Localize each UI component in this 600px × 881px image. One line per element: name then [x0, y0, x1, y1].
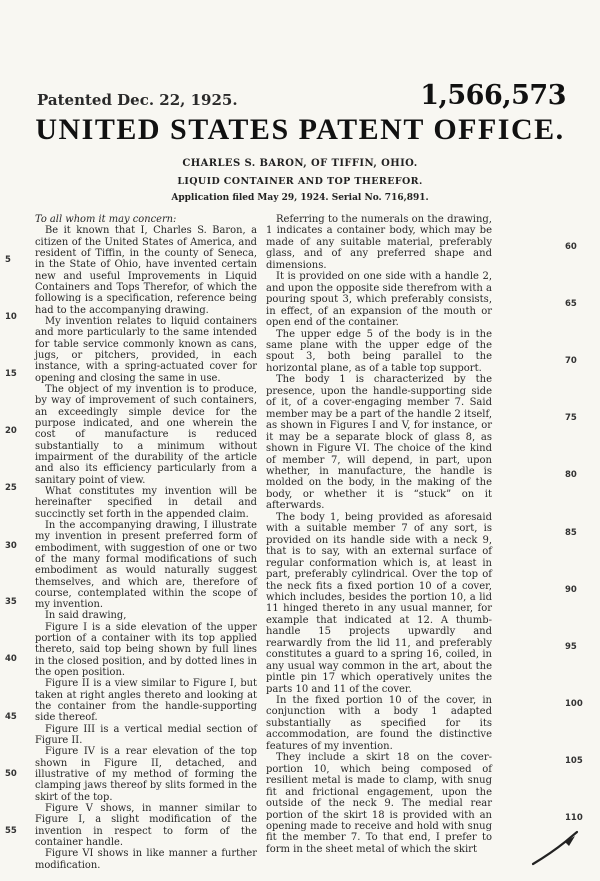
- application-line: Application filed May 29, 1924. Serial No. 716,891.: [171, 193, 429, 203]
- line-number: 35: [5, 597, 17, 607]
- line-number: 80: [565, 470, 577, 480]
- paragraph: Referring to the numerals on the drawing, 1 indicates a container body, which may be made of any suitable material, preferably glass, and of any preferred shape and dimensions.: [266, 214, 492, 271]
- line-number: 10: [5, 312, 17, 322]
- paragraph: The body 1, being provided as aforesaid with a suitable member 7 of any sort, is provided on its handle side with a neck 9, that is to say, with an external surface of regular conformation which is, at least in part, preferably cylindrical. Over the top of the neck fits a fixed portion 10 of a cover, which includes, besides the portion 10, a lid 11 hinged thereto in any usual manner, for example that indicated at 12. A thumb-handle 15 projects upwardly and rearwardly from the lid 11, and preferably constitutes a guard to a spring 16, coiled, in any usual way common in the art, about the pintle pin 17 which operatively unites the parts 10 and 11 of the cover.: [266, 511, 492, 695]
- line-number: 55: [5, 826, 17, 836]
- line-number: 100: [565, 699, 583, 709]
- line-number: 60: [565, 242, 577, 252]
- line-number: 5: [5, 255, 11, 265]
- line-number: 105: [565, 756, 583, 766]
- paragraph: Figure VI shows in like manner a further modification.: [35, 848, 257, 871]
- paragraph: In the accompanying drawing, I illustrate my invention in present preferred form of embodiment, with suggestion of one or two of the many formal modifications of such embodiment as would naturally suggest themselves, and which are, therefore of course, contemplated within the scope of my invention.: [35, 519, 257, 611]
- line-number: 75: [565, 413, 577, 423]
- paragraph: It is provided on one side with a handle 2, and upon the opposite side therefrom with a pouring spout 3, which preferably consists, in effect, of an expansion of the mouth or open end of the container.: [266, 271, 492, 329]
- line-number: 30: [5, 541, 17, 551]
- paragraph: Figure III is a vertical medial section of Figure II.: [35, 723, 257, 747]
- left-column: [35, 214, 257, 871]
- paragraph: Figure II is a view similar to Figure I, but taken at right angles thereto and looking at the container from the handle-supporting side thereof.: [35, 678, 257, 724]
- paragraph: My invention relates to liquid containers and more particularly to the same intended for table service commonly known as cans, jugs, or pitchers, provided, in each instance, with a spring-actuated cover for opening and closing the same in use.: [35, 315, 257, 384]
- line-number: 85: [565, 528, 577, 538]
- line-number: 40: [5, 654, 17, 664]
- line-number: 25: [5, 483, 17, 493]
- paragraph: Figure I is a side elevation of the upper portion of a container with its top applied thereto, said top being shown by full lines in the closed position, and by dotted lines in the open position.: [35, 621, 257, 679]
- salutation: To all whom it may concern:: [35, 214, 177, 225]
- line-number: 65: [565, 299, 577, 309]
- paragraph: Be it known that I, Charles S. Baron, a citizen of the United States of America, and resident of Tiffin, in the county of Seneca, in the State of Ohio, have invented certain new and useful Improvements in Liquid Containers and Tops Therefor, of which the following is a specification, reference being had to the accompanying drawing.: [35, 225, 257, 316]
- paragraph: The upper edge 5 of the body is in the same plane with the upper edge of the spout 3, both being parallel to the horizontal plane, as of a table top support.: [266, 328, 492, 374]
- line-number: 45: [5, 712, 17, 722]
- paragraph: The body 1 is characterized by the presence, upon the handle-supporting side of it, of a cover-engaging member 7. Said member may be a part of the handle 2 itself, as shown in Figures I and V, for instance, or it may be a separate block of glass 8, as shown in Figure VI. The choice of the kind of member 7, will depend, in part, upon whether, in manufacture, the handle is molded on the body, in the making of the body, or whether it is “stuck” on it afterwards.: [266, 374, 492, 512]
- paragraph: They include a skirt 18 on the cover-portion 10, which being composed of resilient metal is made to clamp, with snug fit and frictional engagement, upon the outside of the neck 9. The medial rear portion of the skirt 18 is provided with an opening made to receive and hold with snug fit the member 7. To that end, I prefer to form in the sheet metal of which the skirt: [266, 752, 492, 855]
- patent-number: 1,566,573: [420, 80, 566, 111]
- inventor-line: CHARLES S. BARON, OF TIFFIN, OHIO.: [182, 158, 418, 169]
- pen-mark-icon: [525, 820, 585, 870]
- line-number: 70: [565, 356, 577, 366]
- line-number: 15: [5, 369, 17, 379]
- patent-date: Patented Dec. 22, 1925.: [37, 91, 238, 109]
- paragraph: Figure V shows, in manner similar to Figure I, a slight modification of the invention in respect to form of the container handle.: [35, 803, 257, 849]
- right-column: [266, 214, 492, 855]
- paragraph: In the fixed portion 10 of the cover, in conjunction with a body 1 adapted substantially as specified for its accommodation, are found the distinctive features of my invention.: [266, 695, 492, 752]
- line-number: 110: [565, 813, 583, 823]
- line-number: 95: [565, 642, 577, 652]
- paragraph: Figure IV is a rear elevation of the top shown in Figure II, detached, and illustrative of my method of forming the clamping jaws thereof by slits formed in the skirt of the top.: [35, 746, 257, 803]
- invention-title: LIQUID CONTAINER AND TOP THEREFOR.: [177, 176, 423, 187]
- line-number: 50: [5, 769, 17, 779]
- paragraph: What constitutes my invention will be hereinafter specified in detail and succinctly set forth in the appended claim.: [35, 485, 257, 520]
- paragraph: In said drawing,: [45, 610, 127, 622]
- line-number: 90: [565, 585, 577, 595]
- line-number: 20: [5, 426, 17, 436]
- paragraph: The object of my invention is to produce, by way of improvement of such containers, an exceedingly simple device for the purpose indicated, and one wherein the cost of manufacture is reduced substantially to a minimum without impairment of the durability of the article and also its efficiency particularly from a sanitary point of view.: [35, 383, 257, 486]
- office-title: UNITED STATES PATENT OFFICE.: [35, 113, 565, 146]
